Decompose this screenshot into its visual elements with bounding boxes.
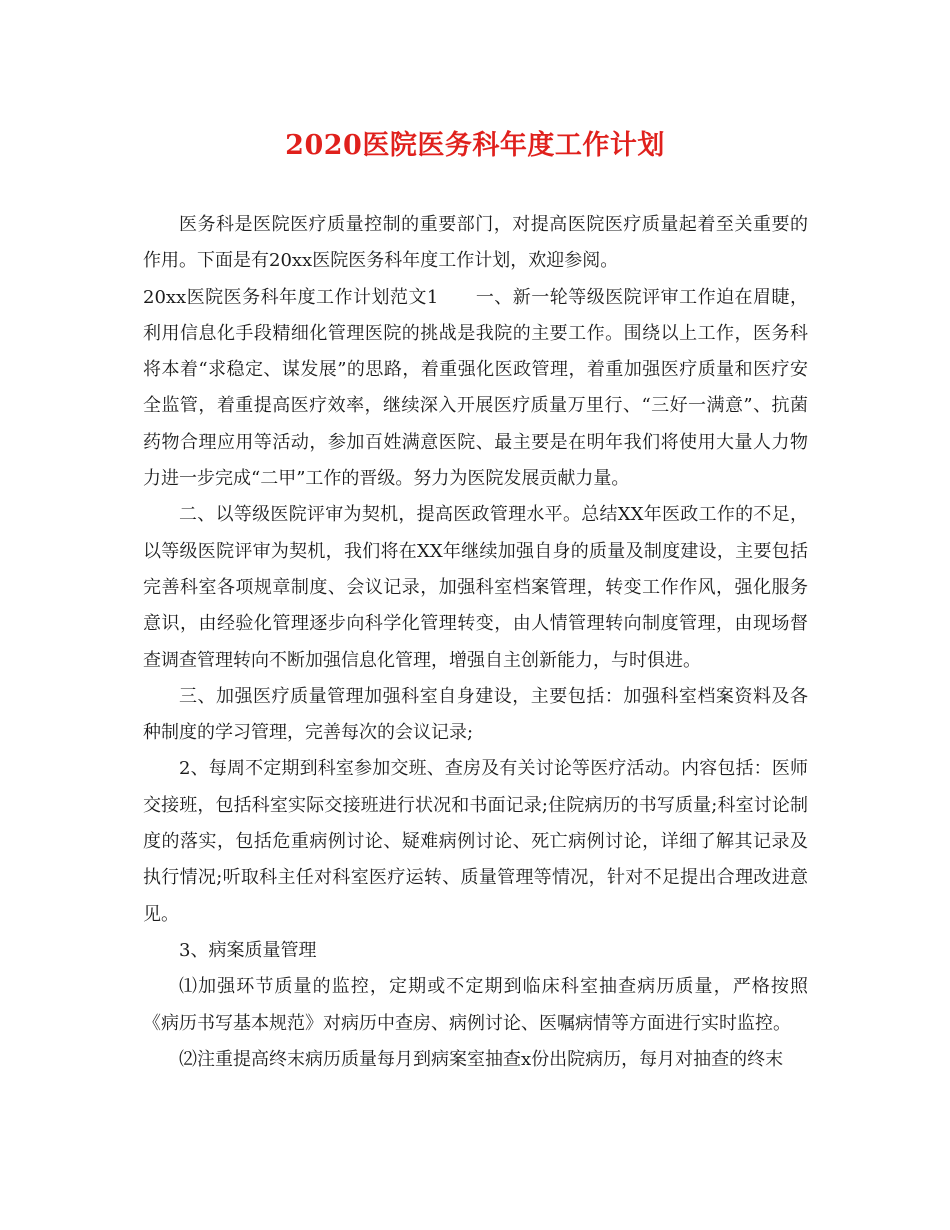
document-title: 2020医院医务科年度工作计划 bbox=[285, 130, 665, 161]
paragraph: 医务科是医院医疗质量控制的重要部门，对提高医院医疗质量起着至关重要的作用。下面是有20xx医院医务科年度工作计划，欢迎参阅。 bbox=[143, 214, 808, 272]
paragraph: ⑵注重提高终末病历质量每月到病案室抽查x份出院病历，每月对抽查的终末 bbox=[179, 1048, 784, 1070]
paragraph: 三、加强医疗质量管理加强科室自身建设，主要包括：加强科室档案资料及各种制度的学习管理，完善每次的会议记录; bbox=[143, 685, 808, 744]
paragraph: 20xx医院医务科年度工作计划范文1 一、新一轮等级医院评审工作迫在眉睫，利用信息化手段精细化管理医院的挑战是我院的主要工作。围绕以上工作，医务科将本着“求稳定、谋发展”的思路，着重强化医政管理，着重加强医疗质量和医疗安全监管，着重提高医疗效率，继续深入开展医疗质量万里行、“三好一满意”、抗菌药物合理应用等活动，参加百姓满意医院、最主要是在明年我们将使用大量人力物力进一步完成“二甲”工作的晋级。努力为医院发展贡献力量。 bbox=[143, 286, 808, 490]
paragraph: 二、以等级医院评审为契机，提高医政管理水平。总结XX年医政工作的不足，以等级医院评审为契机，我们将在XX年继续加强自身的质量及制度建设，主要包括完善科室各项规章制度、会议记录，加强科室档案管理，转变工作作风，强化服务意识，由经验化管理逐步向科学化管理转变，由人情管理转向制度管理，由现场督查调查管理转向不断加强信息化管理，增强自主创新能力，与时俱进。 bbox=[143, 504, 808, 671]
document-body bbox=[143, 207, 808, 1078]
paragraph: 2、每周不定期到科室参加交班、查房及有关讨论等医疗活动。内容包括：医师交接班，包括科室实际交接班进行状况和书面记录;住院病历的书写质量;科室讨论制度的落实，包括危重病例讨论、疑难病例讨论、死亡病例讨论，详细了解其记录及执行情况;听取科主任对科室医疗运转、质量管理等情况，针对不足提出合理改进意见。 bbox=[143, 758, 808, 925]
paragraph: 3、病案质量管理 bbox=[179, 939, 317, 961]
paragraph: ⑴加强环节质量的监控，定期或不定期到临床科室抽查病历质量，严格按照《病历书写基本规范》对病历中查房、病例讨论、医嘱病情等方面进行实时监控。 bbox=[143, 976, 808, 1034]
